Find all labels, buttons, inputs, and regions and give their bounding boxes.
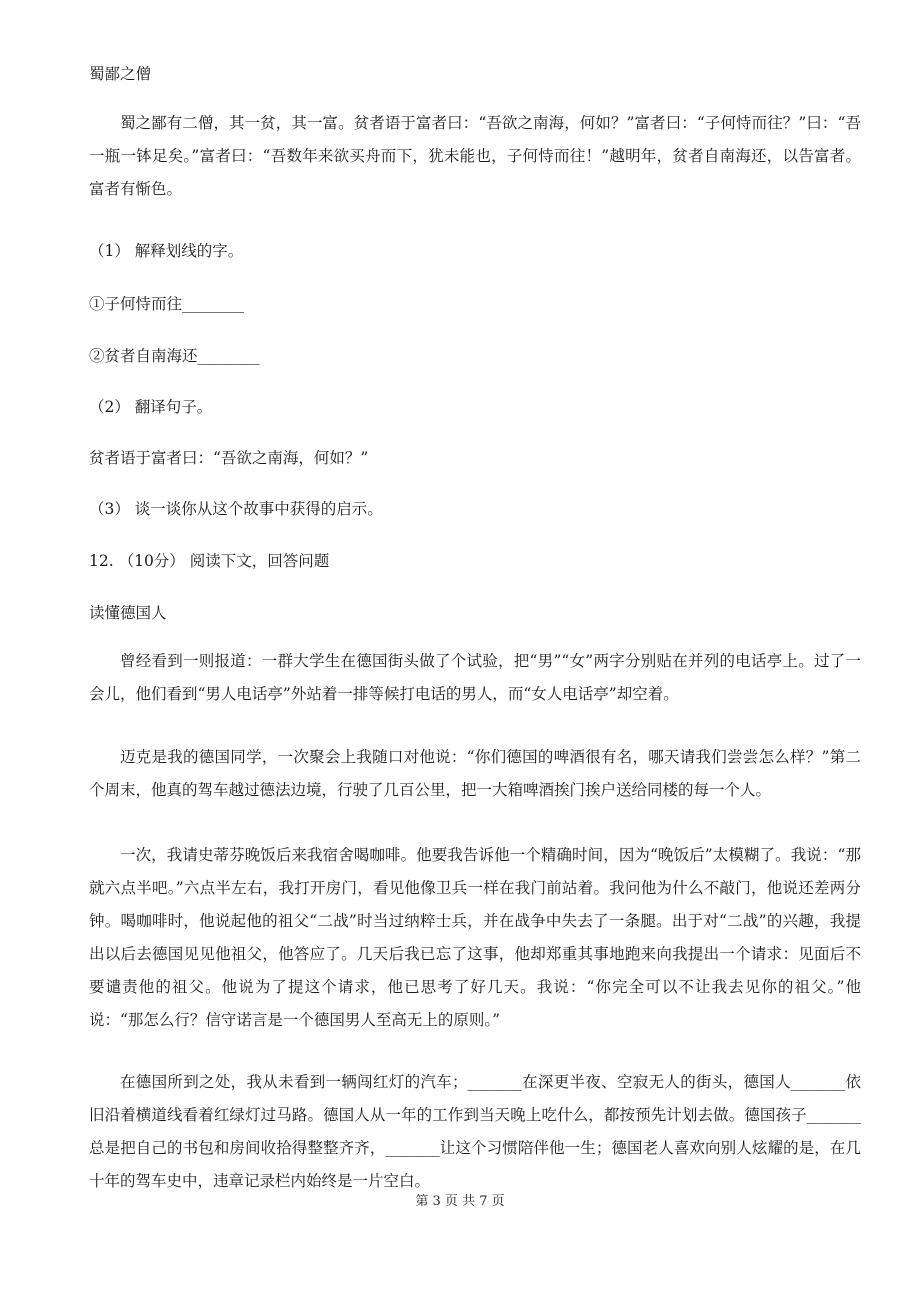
question-1-item-a: ①子何恃而往________ (89, 295, 245, 313)
article-paragraph-1: 曾经看到一则报道：一群大学生在德国街头做了个试验，把“男”“女”两字分别贴在并列的电话亭上。过了一会儿，他们看到“男人电话亭”外站着一排等候打电话的男人，而“女人电话亭”却空着。 (89, 652, 861, 703)
article-title: 读懂德国人 (89, 604, 167, 622)
article-paragraph-4: 在德国所到之处，我从未看到一辆闯红灯的汽车；_______在深更半夜、空寂无人的街头，德国人_______依旧沿着横道线看着红绿灯过马路。德国人从一年的工作到当天晚上吃什么，都按预先计划去做。德国孩子_______总是把自己的书包和房间收拾得整整齐齐，_______让这个习惯陪伴他一生；德国老人喜欢向别人炫耀的是，在几十年的驾车史中，违章记录栏内始终是一片空白。 (89, 1073, 861, 1190)
story-paragraph: 蜀之鄙有二僧，其一贫，其一富。贫者语于富者曰：“吾欲之南海，何如？”富者曰：“子何恃而往？”曰：“吾一瓶一钵足矣。”富者曰：“吾数年来欲买舟而下，犹未能也，子何恃而往！”越明年，贫者自南海还，以告富者。富者有惭色。 (89, 114, 861, 198)
question-1-item-b: ②贫者自南海还________ (89, 347, 260, 365)
article-paragraph-2: 迈克是我的德国同学，一次聚会上我随口对他说：“你们德国的啤酒很有名，哪天请我们尝尝怎么样？”第二个周末，他真的驾车越过德法边境，行驶了几百公里，把一大箱啤酒挨门挨户送给同楼的每一个人。 (89, 748, 861, 799)
question-2-prompt: （2） 翻译句子。 (89, 398, 213, 416)
story-title: 蜀鄙之僧 (89, 65, 152, 83)
article-paragraph-3: 一次，我请史蒂芬晚饭后来我宿舍喝咖啡。他要我告诉他一个精确时间，因为“晚饭后”太模糊了。我说：“那就六点半吧。”六点半左右，我打开房门，看见他像卫兵一样在我门前站着。我问他为什么不敲门，他说还差两分钟。喝咖啡时，他说起他的祖父“二战”时当过纳粹士兵，并在战争中失去了一条腿。出于对“二战”的兴趣，我提出以后去德国见见他祖父，他答应了。几天后我已忘了这事，他却郑重其事地跑来向我提出一个请求：见面后不要谴责他的祖父。他说为了提这个请求，他已思考了好几天。我说：“你完全可以不让我去见你的祖父。”他说：“那怎么行？信守诺言是一个德国男人至高无上的原则。” (89, 846, 861, 1029)
page-footer: 第 3 页 共 7 页 (415, 1194, 505, 1209)
question-12-heading: 12. （10分） 阅读下文，回答问题 (89, 552, 330, 570)
question-2-sentence: 贫者语于富者曰：“吾欲之南海，何如？” (89, 449, 369, 467)
question-1-prompt: （1） 解释划线的字。 (89, 242, 244, 260)
question-3-prompt: （3） 谈一谈你从这个故事中获得的启示。 (89, 500, 383, 518)
